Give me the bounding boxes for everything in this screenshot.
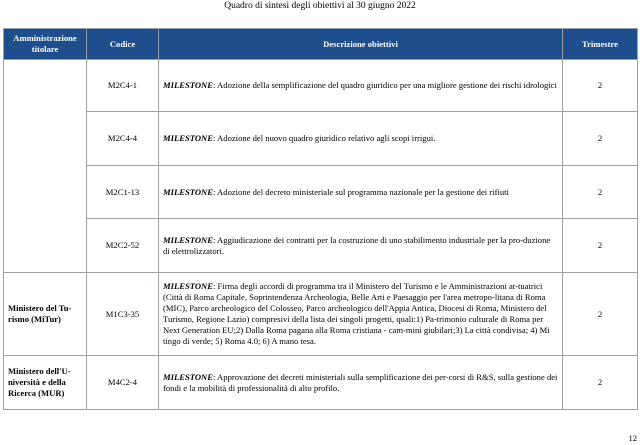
quarter-cell: 2 (563, 273, 638, 356)
description-cell (159, 60, 563, 112)
objectives-table (3, 28, 638, 410)
code-cell: M2C4-4 (87, 112, 159, 166)
milestone-label: MILESTONE (163, 371, 213, 382)
table-row (4, 219, 638, 273)
description-text: : Adozione del nuovo quadro giuridico relativo agli scopi irrigui. (213, 133, 436, 143)
table-row (4, 356, 638, 410)
column-header-description: Descrizione obiettivi (159, 29, 563, 60)
table-row (4, 166, 638, 219)
description-cell (159, 112, 563, 166)
description-text: : Aggiudicazione dei contratti per la costruzione di uno stabilimento industriale per la pro-duzione di elettrolizzatori. (163, 234, 551, 256)
table-row (4, 112, 638, 166)
description-cell (159, 273, 563, 356)
column-header-admin: Amministrazione titolare (4, 29, 87, 60)
description-text: : Approvazione dei decreti ministeriali sulla semplificazione dei per-corsi di R&S, sulla gestione dei fondi e la mobilità di professionalità di alto profilo. (163, 371, 558, 393)
milestone-label: MILESTONE (163, 133, 213, 143)
code-cell: M4C2-4 (87, 356, 159, 410)
description-cell (159, 356, 563, 410)
page-title: Quadro di sintesi degli obiettivi al 30 giugno 2022 (224, 1, 416, 11)
code-cell: M2C1-13 (87, 166, 159, 219)
quarter-cell: 2 (563, 166, 638, 219)
description-cell (159, 219, 563, 273)
milestone-label: MILESTONE (163, 80, 213, 90)
page-number: 12 (628, 433, 637, 443)
description-text: : Adozione del decreto ministeriale sul programma nazionale per la gestione dei rifiuti (213, 186, 509, 197)
quarter-cell: 2 (563, 356, 638, 410)
table-header-row (4, 29, 638, 60)
admin-cell (4, 60, 87, 273)
description-cell (159, 166, 563, 219)
table-row (4, 60, 638, 112)
milestone-label: MILESTONE (163, 186, 213, 197)
quarter-cell: 2 (563, 219, 638, 273)
column-header-code: Codice (87, 29, 159, 60)
code-cell: M2C4-1 (87, 60, 159, 112)
admin-cell: Ministero dell'U-niversità e della Ricerca (MUR) (4, 356, 87, 410)
admin-cell: Ministero del Tu-rismo (MiTur) (4, 273, 87, 356)
code-cell: M2C2-52 (87, 219, 159, 273)
description-text: : Adozione della semplificazione del quadro giuridico per una migliore gestione dei rischi idrologici (213, 80, 557, 90)
column-header-quarter: Trimestre (563, 29, 638, 60)
quarter-cell: 2 (563, 60, 638, 112)
description-text: : Firma degli accordi di programma tra il Ministero del Turismo e le Amministrazioni at-tuatrici (Città di Roma Capitale, Soprintendenza Archeologia, Belle Arti e Paesaggio per l'area metropo-litana di Roma (MIC), Parco archeologico del Colosseo, Parco archeologico dell'Appia Antica, Diocesi di Roma, Ministero del Turismo, Regione Lazio) compresivi della lista dei singoli progetti, quali:1) Pa-trimonio culturale di Roma per Next Generation EU;2) Dalla Roma pagana alla Roma cristiana - cam-mini giubilari;3) La città condivisa; 4) Mi tingo di verde; 5) Roma 4.0; 6) A mano tesa. (163, 281, 550, 346)
table-row (4, 273, 638, 356)
milestone-label: MILESTONE (163, 234, 213, 245)
quarter-cell: 2 (563, 112, 638, 166)
milestone-label: MILESTONE (163, 281, 213, 291)
code-cell: M1C3-35 (87, 273, 159, 356)
